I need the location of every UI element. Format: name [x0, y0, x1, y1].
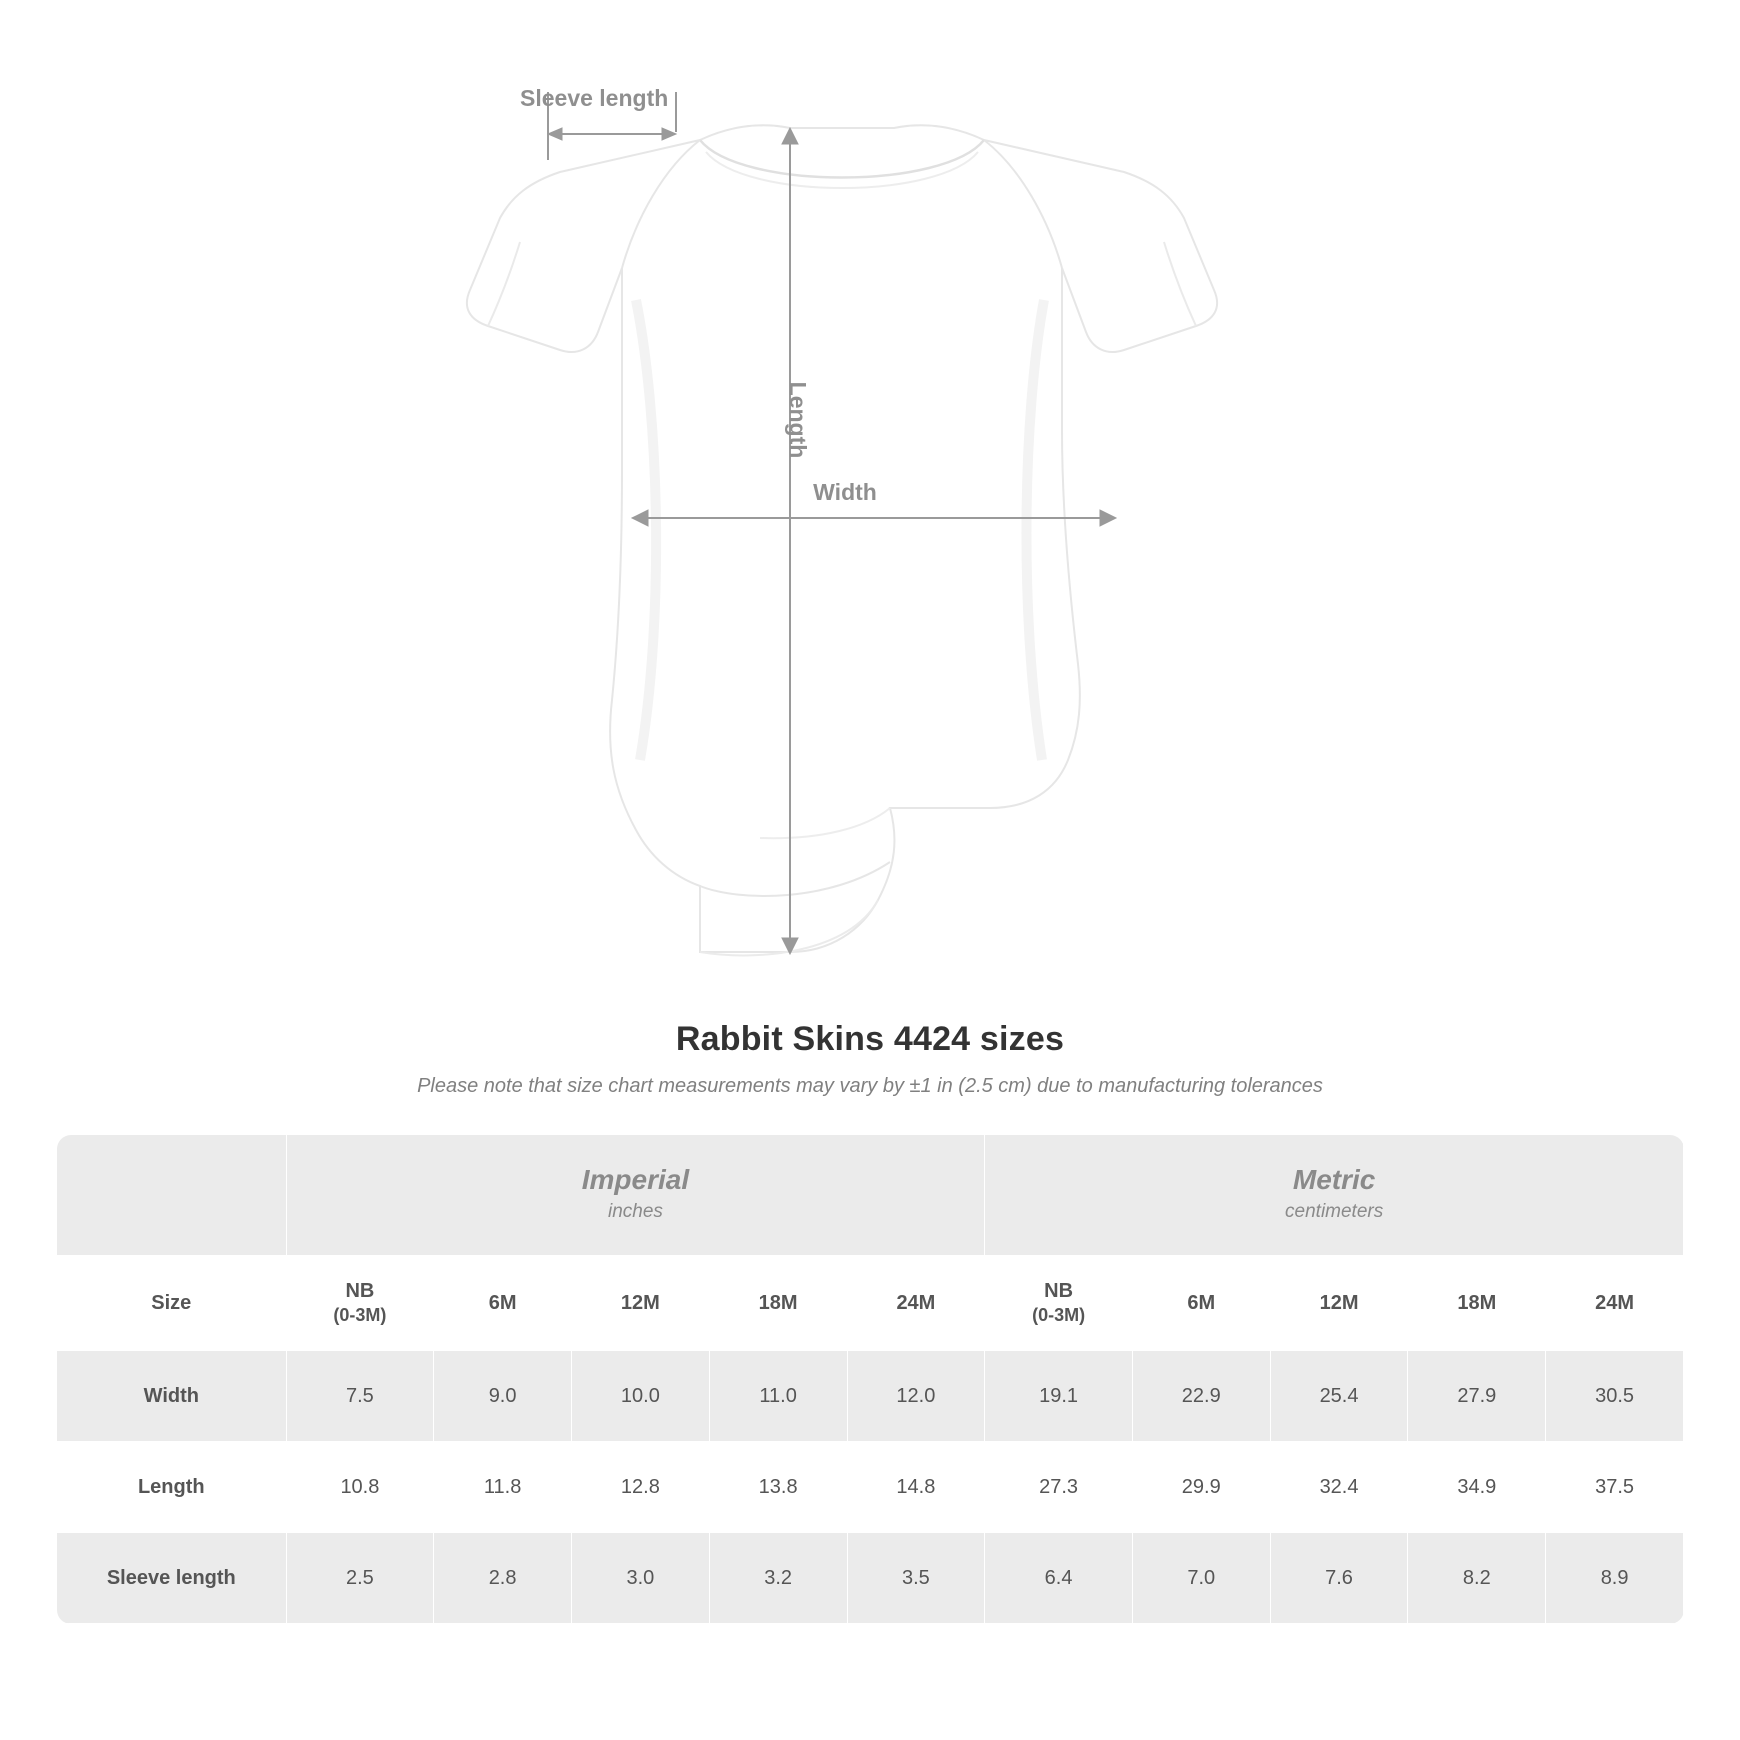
- cell-length-5: 27.3: [985, 1442, 1133, 1533]
- unit-group-imperial: [286, 1135, 985, 1256]
- header-col-7: 12M: [1270, 1256, 1408, 1351]
- header-col-1: 6M: [434, 1256, 572, 1351]
- cell-width-8: 27.9: [1408, 1351, 1546, 1442]
- table-row: [57, 1533, 1684, 1624]
- cell-sleeve-5: 6.4: [985, 1533, 1133, 1624]
- unit-group-imperial-sub: inches: [607, 1201, 663, 1223]
- cell-sleeve-0: 2.5: [286, 1533, 434, 1624]
- header-col-3: 18M: [709, 1256, 847, 1351]
- length-label: Length: [785, 381, 811, 459]
- cell-sleeve-6: 7.0: [1132, 1533, 1270, 1624]
- cell-width-2: 10.0: [571, 1351, 709, 1442]
- header-col-5-label: NB: [1044, 1280, 1074, 1303]
- row-label-sleeve-length: Sleeve length: [57, 1533, 287, 1624]
- cell-width-7: 25.4: [1270, 1351, 1408, 1442]
- header-col-9: 24M: [1546, 1256, 1684, 1351]
- cell-length-0: 10.8: [286, 1442, 434, 1533]
- header-col-6: 6M: [1132, 1256, 1270, 1351]
- size-table-wrapper: [56, 1134, 1684, 1624]
- column-header-row: [57, 1256, 1684, 1351]
- cell-width-5: 19.1: [985, 1351, 1133, 1442]
- cell-sleeve-8: 8.2: [1408, 1533, 1546, 1624]
- header-col-0-sub: (0-3M): [333, 1305, 387, 1326]
- header-col-0: [286, 1256, 434, 1351]
- unit-group-metric-name: Metric: [1292, 1164, 1376, 1196]
- cell-sleeve-3: 3.2: [709, 1533, 847, 1624]
- cell-length-1: 11.8: [434, 1442, 572, 1533]
- row-label-length: Length: [57, 1442, 287, 1533]
- header-col-8: 18M: [1408, 1256, 1546, 1351]
- cell-width-6: 22.9: [1132, 1351, 1270, 1442]
- cell-sleeve-9: 8.9: [1546, 1533, 1684, 1624]
- cell-sleeve-2: 3.0: [571, 1533, 709, 1624]
- bodysuit-shape: [467, 125, 1217, 955]
- header-col-0-label: NB: [345, 1280, 375, 1303]
- table-row: [57, 1351, 1684, 1442]
- cell-width-4: 12.0: [847, 1351, 985, 1442]
- cell-length-4: 14.8: [847, 1442, 985, 1533]
- cell-length-9: 37.5: [1546, 1442, 1684, 1533]
- tolerance-note: Please note that size chart measurements may vary by ±1 in (2.5 cm) due to manufacturing tolerances: [417, 1075, 1323, 1097]
- cell-width-3: 11.0: [709, 1351, 847, 1442]
- row-label-width: Width: [57, 1351, 287, 1442]
- cell-length-7: 32.4: [1270, 1442, 1408, 1533]
- header-col-5-sub: (0-3M): [1032, 1305, 1086, 1326]
- cell-length-8: 34.9: [1408, 1442, 1546, 1533]
- page-title: Rabbit Skins 4424 sizes: [675, 1020, 1065, 1058]
- unit-row-spacer: [57, 1135, 287, 1256]
- cell-width-0: 7.5: [286, 1351, 434, 1442]
- unit-group-metric-sub: centimeters: [1285, 1201, 1384, 1223]
- unit-group-metric: [985, 1135, 1684, 1256]
- cell-length-3: 13.8: [709, 1442, 847, 1533]
- header-col-5: [985, 1256, 1133, 1351]
- sleeve-length-label: Sleeve length: [520, 85, 669, 111]
- cell-sleeve-4: 3.5: [847, 1533, 985, 1624]
- header-col-2: 12M: [571, 1256, 709, 1351]
- table-row: [57, 1442, 1684, 1533]
- unit-group-imperial-name: Imperial: [581, 1164, 690, 1196]
- unit-group-row: [57, 1135, 1684, 1256]
- cell-length-6: 29.9: [1132, 1442, 1270, 1533]
- cell-sleeve-1: 2.8: [434, 1533, 572, 1624]
- cell-width-1: 9.0: [434, 1351, 572, 1442]
- header-size: Size: [57, 1256, 287, 1351]
- width-label: Width: [813, 479, 877, 505]
- header-col-4: 24M: [847, 1256, 985, 1351]
- size-table: [56, 1134, 1684, 1624]
- cell-length-2: 12.8: [571, 1442, 709, 1533]
- cell-sleeve-7: 7.6: [1270, 1533, 1408, 1624]
- title-block: [0, 1020, 1740, 1098]
- cell-width-9: 30.5: [1546, 1351, 1684, 1442]
